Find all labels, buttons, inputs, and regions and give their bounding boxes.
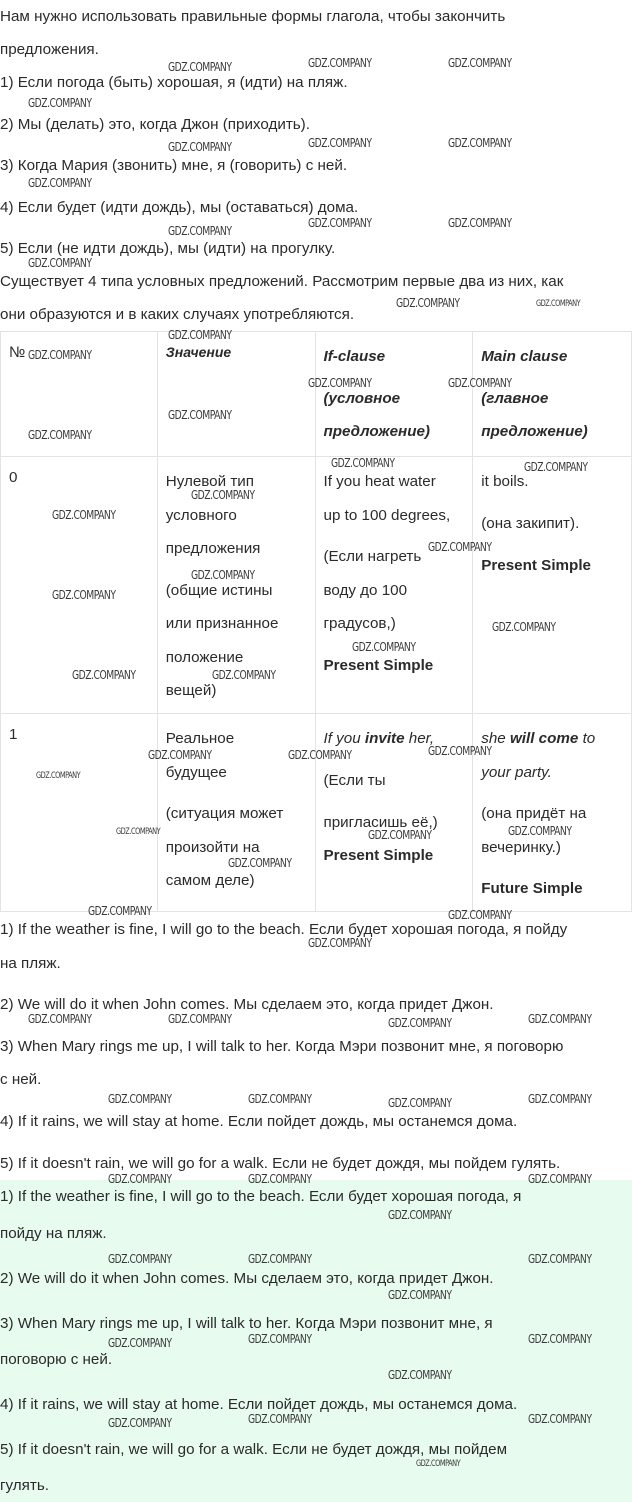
watermark: GDZ.COMPANY (108, 1091, 172, 1106)
row0-if-tense: Present Simple (323, 657, 434, 674)
watermark: GDZ.COMPANY (28, 175, 92, 190)
row1-if-a: If you (323, 730, 365, 747)
row0-meaning-2: условного (165, 507, 237, 524)
watermark: GDZ.COMPANY (368, 827, 432, 842)
row0-if-3: (Если нагреть (323, 548, 422, 565)
row0-num: 0 (9, 469, 18, 486)
watermark: GDZ.COMPANY (212, 667, 276, 682)
watermark: GDZ.COMPANY (248, 1411, 312, 1426)
task-2: 2) Мы (делать) это, когда Джон (приходить). (0, 116, 310, 133)
row1-meaning-5: самом деле) (165, 872, 255, 889)
row0-meaning-1: Нулевой тип (165, 473, 254, 490)
row0-meaning-6: положение (165, 649, 244, 666)
watermark: GDZ.COMPANY (492, 619, 556, 634)
row1-meaning-4: произойти на (165, 839, 260, 856)
row1-meaning-2: будущее (165, 764, 227, 781)
header-main-sub2: предложение) (481, 423, 588, 440)
row1-meaning-1: Реальное (165, 730, 235, 747)
watermark: GDZ.COMPANY (108, 1415, 172, 1430)
watermark: GDZ.COMPANY (528, 1091, 592, 1106)
watermark: GDZ.COMPANY (108, 1335, 172, 1350)
row0-meaning-7: вещей) (165, 682, 217, 699)
row0-if-2: up to 100 degrees, (323, 507, 451, 524)
watermark: GDZ.COMPANY (168, 223, 232, 238)
row1-main-a: she (481, 730, 510, 747)
watermark: GDZ.COMPANY (308, 215, 372, 230)
watermark: GDZ.COMPANY (308, 55, 372, 70)
answer-2: 2) We will do it when John comes. Мы сделаем это, когда придет Джон. (0, 996, 494, 1013)
watermark: GDZ.COMPANY (536, 299, 581, 309)
watermark: GDZ.COMPANY (388, 1207, 452, 1222)
watermark: GDZ.COMPANY (428, 743, 492, 758)
watermark: GDZ.COMPANY (448, 135, 512, 150)
watermark: GDZ.COMPANY (116, 827, 161, 837)
watermark: GDZ.COMPANY (448, 55, 512, 70)
answer-1-cont: на пляж. (0, 955, 61, 972)
watermark: GDZ.COMPANY (108, 1251, 172, 1266)
watermark: GDZ.COMPANY (388, 1367, 452, 1382)
watermark: GDZ.COMPANY (528, 1331, 592, 1346)
watermark: GDZ.COMPANY (168, 407, 232, 422)
watermark: GDZ.COMPANY (308, 935, 372, 950)
green-answer-2: 2) We will do it when John comes. Мы сделаем это, когда придет Джон. (0, 1270, 494, 1287)
header-if-sub1: (условное (323, 390, 401, 407)
row1-main-sentence (481, 730, 595, 747)
row1-main-cell (473, 714, 632, 912)
watermark: GDZ.COMPANY (52, 507, 116, 522)
row1-if-tense: Present Simple (323, 847, 434, 864)
watermark: GDZ.COMPANY (28, 95, 92, 110)
watermark: GDZ.COMPANY (388, 1095, 452, 1110)
task-4: 4) Если будет (идти дождь), мы (оставаться) дома. (0, 199, 359, 216)
row0-meaning-4: (общие истины (165, 582, 273, 599)
green-answer-3: 3) When Mary rings me up, I will talk to her. Когда Мэри позвонит мне, я (0, 1315, 493, 1332)
watermark: GDZ.COMPANY (331, 455, 395, 470)
intro-line-1: Нам нужно использовать правильные формы глагола, чтобы закончить (0, 8, 506, 25)
watermark: GDZ.COMPANY (528, 1171, 592, 1186)
row1-main-d: your party. (481, 764, 552, 781)
row1-if-verb: invite (364, 730, 405, 747)
row0-if-5: градусов,) (323, 615, 396, 632)
row1-main-trans-2: вечеринку.) (481, 839, 561, 856)
watermark: GDZ.COMPANY (396, 295, 460, 310)
task-5: 5) Если (не идти дождь), мы (идти) на прогулку. (0, 240, 336, 257)
header-meaning: Значение (165, 344, 232, 360)
watermark: GDZ.COMPANY (428, 539, 492, 554)
watermark: GDZ.COMPANY (448, 907, 512, 922)
header-main-title: Main clause (481, 348, 568, 365)
row0-main-cell (473, 457, 632, 714)
row1-if-trans-2: пригласишь её,) (323, 814, 438, 831)
watermark: GDZ.COMPANY (448, 215, 512, 230)
watermark: GDZ.COMPANY (88, 903, 152, 918)
table-row (1, 714, 632, 912)
row0-meaning-5: или признанное (165, 615, 279, 632)
watermark: GDZ.COMPANY (352, 639, 416, 654)
row0-main-tense: Present Simple (481, 557, 591, 574)
watermark: GDZ.COMPANY (248, 1091, 312, 1106)
watermark: GDZ.COMPANY (308, 135, 372, 150)
watermark: GDZ.COMPANY (36, 771, 81, 781)
watermark: GDZ.COMPANY (108, 1171, 172, 1186)
watermark: GDZ.COMPANY (248, 1251, 312, 1266)
answer-5: 5) If it doesn't rain, we will go for a walk. Если не будет дождя, мы пойдем гулять. (0, 1155, 561, 1172)
task-1: 1) Если погода (быть) хорошая, я (идти) на пляж. (0, 74, 348, 91)
row0-main-1: it boils. (481, 473, 529, 490)
header-main-sub1: (главное (481, 390, 549, 407)
row1-num-cell (1, 714, 161, 912)
header-if-title: If-clause (323, 348, 386, 365)
watermark: GDZ.COMPANY (524, 459, 588, 474)
watermark: GDZ.COMPANY (528, 1251, 592, 1266)
row0-main-2: (она закипит). (481, 515, 580, 532)
header-if-sub2: предложение) (323, 423, 430, 440)
watermark: GDZ.COMPANY (388, 1015, 452, 1030)
row1-if-trans-1: (Если ты (323, 772, 386, 789)
green-answer-5: 5) If it doesn't rain, we will go for a walk. Если не будет дождя, мы пойдем (0, 1441, 508, 1458)
watermark: GDZ.COMPANY (28, 347, 92, 362)
header-meaning-cell (157, 332, 315, 457)
green-answer-3-cont: поговорю с ней. (0, 1351, 113, 1368)
watermark: GDZ.COMPANY (508, 823, 572, 838)
green-answer-5-cont: гулять. (0, 1477, 49, 1494)
row1-meaning-3: (ситуация может (165, 805, 284, 822)
row0-meaning-3: предложения (165, 540, 261, 557)
row1-main-tense: Future Simple (481, 880, 583, 897)
answer-3-cont: с ней. (0, 1071, 42, 1088)
intro-line-forms: они образуются и в каких случаях употребляются. (0, 306, 355, 323)
row0-if-1: If you heat water (323, 473, 436, 490)
header-if-cell (315, 332, 473, 457)
answer-4: 4) If it rains, we will stay at home. Если пойдет дождь, мы останемся дома. (0, 1113, 518, 1130)
watermark: GDZ.COMPANY (168, 59, 232, 74)
green-answer-1: 1) If the weather is fine, I will go to the beach. Если будет хорошая погода, я (0, 1188, 522, 1205)
watermark: GDZ.COMPANY (228, 855, 292, 870)
row1-main-c: to (578, 730, 596, 747)
watermark: GDZ.COMPANY (528, 1011, 592, 1026)
watermark: GDZ.COMPANY (448, 375, 512, 390)
row0-if-cell (315, 457, 473, 714)
watermark: GDZ.COMPANY (191, 487, 255, 502)
watermark: GDZ.COMPANY (191, 567, 255, 582)
intro-line-2: предложения. (0, 41, 99, 58)
watermark: GDZ.COMPANY (28, 427, 92, 442)
row1-meaning-cell (157, 714, 315, 912)
watermark: GDZ.COMPANY (52, 587, 116, 602)
green-answer-4: 4) If it rains, we will stay at home. Если пойдет дождь, мы останемся дома. (0, 1396, 518, 1413)
watermark: GDZ.COMPANY (416, 1459, 461, 1469)
green-answer-1-cont: пойду на пляж. (0, 1225, 107, 1242)
watermark: GDZ.COMPANY (388, 1287, 452, 1302)
watermark: GDZ.COMPANY (528, 1411, 592, 1426)
row1-if-sentence (324, 730, 435, 747)
intro-line-types: Существует 4 типа условных предложений. Рассмотрим первые два из них, как (0, 273, 564, 290)
task-3: 3) Когда Мария (звонить) мне, я (говорить) с ней. (0, 157, 348, 174)
watermark: GDZ.COMPANY (288, 747, 352, 762)
watermark: GDZ.COMPANY (168, 327, 232, 342)
header-num: № (9, 344, 26, 361)
row1-if-c: her, (404, 730, 435, 747)
answer-1: 1) If the weather is fine, I will go to the beach. Если будет хорошая погода, я пойду (0, 921, 568, 938)
watermark: GDZ.COMPANY (248, 1171, 312, 1186)
header-main-cell (473, 332, 632, 457)
watermark: GDZ.COMPANY (72, 667, 136, 682)
watermark: GDZ.COMPANY (248, 1331, 312, 1346)
row1-main-verb: will come (509, 730, 579, 747)
answer-3: 3) When Mary rings me up, I will talk to her. Когда Мэри позвонит мне, я поговорю (0, 1038, 564, 1055)
watermark: GDZ.COMPANY (28, 255, 92, 270)
watermark: GDZ.COMPANY (168, 1011, 232, 1026)
watermark: GDZ.COMPANY (28, 1011, 92, 1026)
table-header-row (1, 332, 632, 457)
row0-if-4: воду до 100 (323, 582, 408, 599)
watermark: GDZ.COMPANY (168, 139, 232, 154)
row1-main-trans-1: (она придёт на (481, 805, 587, 822)
watermark: GDZ.COMPANY (148, 747, 212, 762)
row1-num: 1 (9, 726, 18, 743)
watermark: GDZ.COMPANY (308, 375, 372, 390)
